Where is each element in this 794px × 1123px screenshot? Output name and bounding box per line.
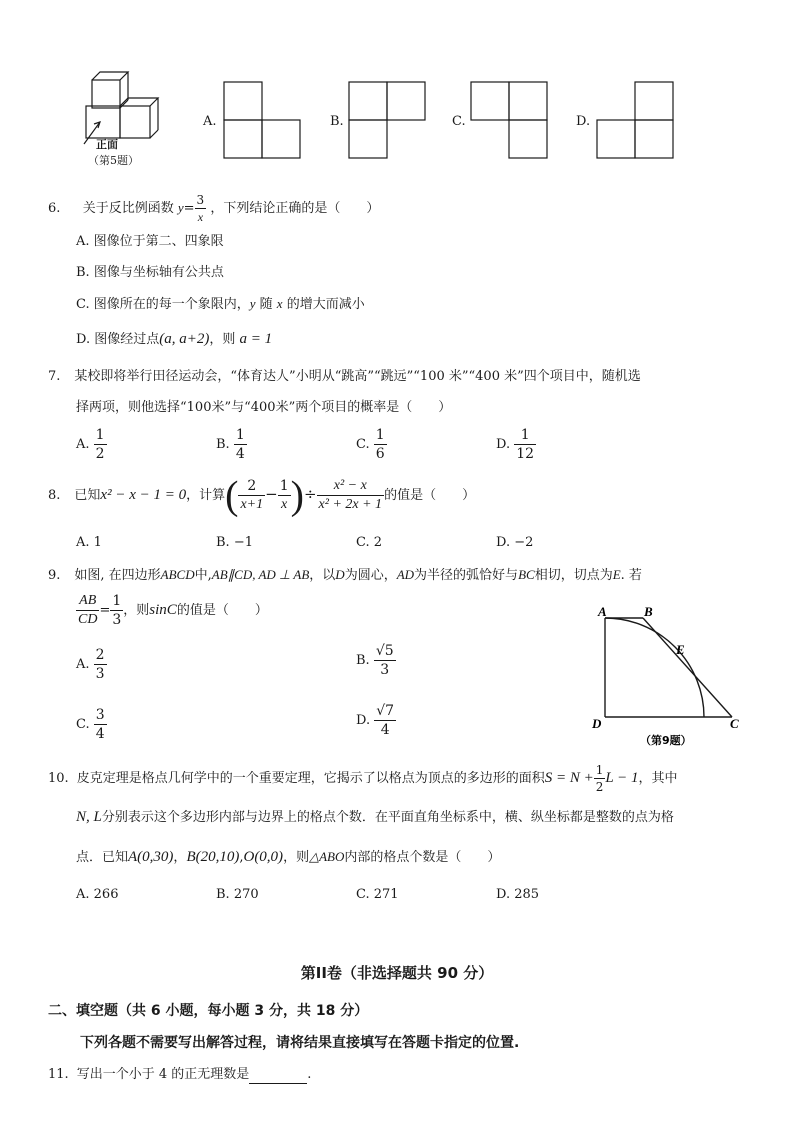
fig-label-b: B [644, 604, 653, 619]
q5-figure-caption: （第5题） [88, 154, 139, 167]
q5-option-d-figure [595, 80, 675, 160]
fig-caption: （第9题） [640, 734, 692, 747]
q9-option-d[interactable]: D. $\frac{√7}{4}$ [356, 703, 395, 738]
q5-option-c-label[interactable]: C. [452, 114, 466, 129]
q6-stem: 6. 关于反比例函数 y= $\frac{3}{x}$ ，下列结论正确的是（ ） [48, 193, 380, 224]
q11-answer-blank[interactable] [249, 1069, 307, 1084]
q6-option-b[interactable]: B. 图像与坐标轴有公共点 [76, 265, 224, 280]
q8-stem: 8. 已知x² − x − 1 = 0，计算( $\frac{2}{x+1}$ − $\frac{1}{x}$ )÷ $\frac{\text{x² − x}}{\text{x² + 2x + 1}}$ 的值是（ ） [48, 472, 476, 518]
q7-option-a-fraction: $\frac{1}{2}$ [95, 427, 105, 462]
q9-option-c[interactable]: C. $\frac{3}{4}$ [76, 707, 105, 742]
q7-option-d-fraction: $\frac{1}{12}$ [516, 427, 535, 462]
q6-stem-pre: 关于反比例函数 [82, 201, 174, 216]
fill-blank-instruction: 下列各题不需要写出解答过程，请将结果直接填写在答题卡指定的位置. [80, 1035, 520, 1051]
fill-blank-section-heading: 二、填空题（共 6 小题，每小题 3 分，共 18 分） [48, 1003, 369, 1019]
q6-option-a[interactable]: A. 图像位于第二、四象限 [76, 234, 224, 249]
q6-func-fraction: $\frac{3}{x}$ [196, 193, 205, 224]
arc-ae [605, 618, 704, 717]
q11-stem: 11. 写出一个小于 4 的正无理数是 . [48, 1067, 312, 1082]
q7-option-a[interactable]: A. $\frac{1}{2}$ [76, 427, 105, 462]
q10-option-a[interactable]: A. 266 [76, 887, 119, 902]
q7-option-d[interactable]: D. $\frac{1}{12}$ [496, 427, 535, 462]
q8-option-b[interactable]: B. −1 [216, 535, 253, 550]
q7-option-c-fraction: $\frac{1}{6}$ [375, 427, 385, 462]
q9-geometry-figure [588, 604, 748, 749]
fig-label-d: D [592, 716, 602, 731]
q6-func-y: y [177, 200, 184, 215]
fig-label-c: C [730, 716, 739, 731]
q6-option-d[interactable]: D. 图像经过点(a, a+2)，则 a = 1 [76, 331, 273, 347]
q5-front-label: 正面 [96, 138, 118, 151]
q10-option-d[interactable]: D. 285 [496, 887, 540, 902]
q9-option-b[interactable]: B. $\frac{√5}{3}$ [356, 643, 394, 678]
q7-option-c[interactable]: C. $\frac{1}{6}$ [356, 427, 385, 462]
q5-option-d-label[interactable]: D. [576, 114, 591, 129]
q5-option-a-figure [222, 80, 302, 160]
q5-option-a-label[interactable]: A. [203, 114, 217, 129]
q10-option-c[interactable]: C. 271 [356, 887, 399, 902]
q7-option-b[interactable]: B. $\frac{1}{4}$ [216, 427, 245, 462]
q9-stem-line2: $\frac{AB}{CD}$ = $\frac{1}{3}$ ，则sinC的值是（ ） [78, 593, 268, 628]
q5-option-c-figure [469, 80, 549, 160]
q10-option-b[interactable]: B. 270 [216, 887, 259, 902]
q10-stem-line1: 10. 皮克定理是格点几何学中的一个重要定理，它揭示了以格点为顶点的多边形的面积S = N + $\frac{1}{2}$ L − 1，其中 [48, 763, 678, 794]
q10-stem-line3: 点．已知A(0,30)，B(20,10),O(0,0)，则△ABO内部的格点个数是（ ） [76, 849, 501, 865]
q8-option-c[interactable]: C. 2 [356, 535, 383, 550]
q5-option-b-figure [347, 80, 427, 160]
q9-option-a[interactable]: A. $\frac{2}{3}$ [76, 647, 105, 682]
fig-label-a: A [598, 604, 607, 619]
q7-stem-line1: 7. 某校即将举行田径运动会，“体育达人”小明从“跳高”“跳远”“100 米”“400 米”四个项目中，随机选 [48, 369, 641, 384]
q10-stem-line2: N, L分别表示这个多边形内部与边界上的格点个数．在平面直角坐标系中，横、纵坐标都是整数的点为格 [76, 809, 674, 825]
q7-stem-line2: 择两项，则他选择“100米”与“400米”两个项目的概率是（ ） [76, 400, 452, 415]
part2-title: 第II卷（非选择题共 90 分） [300, 964, 494, 982]
q6-number: 6. [48, 201, 61, 216]
q5-figure-cubes [78, 66, 168, 171]
q6-option-c[interactable]: C. 图像所在的每一个象限内，y 随 x 的增大而减小 [76, 296, 365, 312]
q9-stem-line1: 9. 如图, 在四边形ABCD中,AB∥CD, AD ⊥ AB，以D为圆心，AD为半径的弧恰好与BC相切，切点为E. 若 [48, 567, 642, 583]
q8-option-d[interactable]: D. −2 [496, 535, 534, 550]
q5-option-b-label[interactable]: B. [330, 114, 344, 129]
q7-option-b-fraction: $\frac{1}{4}$ [235, 427, 245, 462]
fig-label-e: E [676, 642, 685, 657]
q8-option-a[interactable]: A. 1 [76, 535, 102, 550]
q6-stem-post: ，下列结论正确的是（ ） [210, 201, 380, 216]
